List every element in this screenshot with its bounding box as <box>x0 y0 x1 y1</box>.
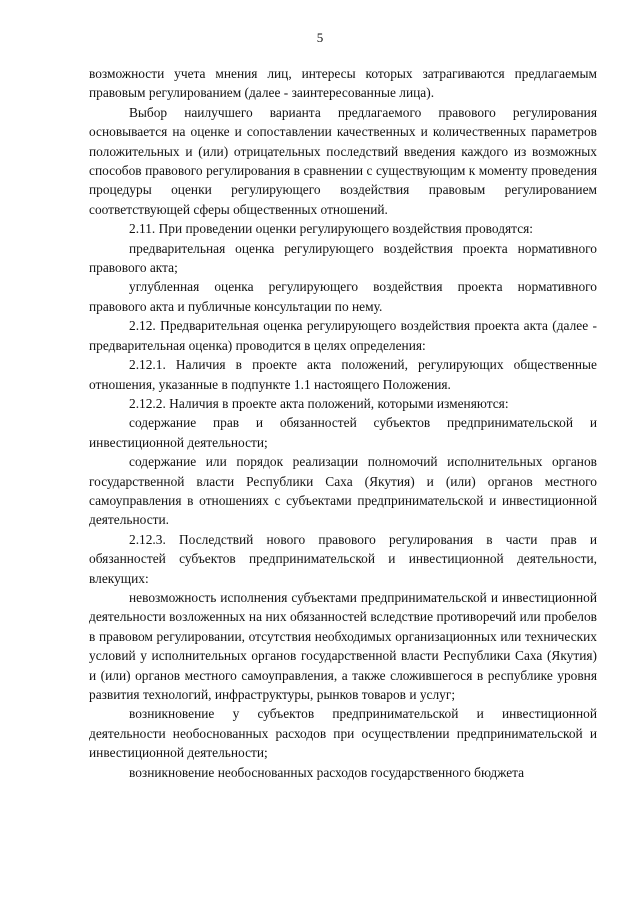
paragraph-unjustified-expenses: возникновение у субъектов предпринимательской и инвестиционной деятельности необоснованных расходов при осуществлении предпринимательской и инвестиционной деятельности; <box>89 706 597 761</box>
document-body <box>89 64 597 782</box>
paragraph-in-depth-assessment: углубленная оценка регулирующего воздействия проекта нормативного правового акта и публичные консультации по нему. <box>89 279 597 314</box>
paragraph-budget-expenses: возникновение необоснованных расходов государственного бюджета <box>129 764 525 780</box>
paragraph-2-12: 2.12. Предварительная оценка регулирующего воздействия проекта акта (далее - предварительная оценка) проводится в целях определения: <box>89 318 597 353</box>
paragraph-impossibility: невозможность исполнения субъектами предпринимательской и инвестиционной деятельности возложенных на них обязанностей вследствие противоречий или пробелов в правовом регулировании, отсутствия необходимых организационных или технических условий у исполнительных органов государственной власти Республики Саха (Якутия) и (или) органов местного самоуправления, а также сложившегося в республике уровня развития технологий, инфраструктуры, рынков товаров и услуг; <box>89 589 597 702</box>
paragraph-preliminary-assessment: предварительная оценка регулирующего воздействия проекта нормативного правового акта; <box>89 240 597 276</box>
paragraph-continuation: возможности учета мнения лиц, интересы которых затрагиваются предлагаемым правовым регулированием (далее - заинтересованные лица). <box>89 66 597 101</box>
paragraph-2-12-1: 2.12.1. Наличия в проекте акта положений, регулирующих общественные отношения, указанные в подпункте 1.1 настоящего Положения. <box>89 357 597 392</box>
paragraph-rights-content: содержание прав и обязанностей субъектов предпринимательской и инвестиционной деятельности; <box>89 415 597 450</box>
paragraph-2-11: 2.11. При проведении оценки регулирующего воздействия проводятся: <box>129 221 534 237</box>
paragraph-2-12-3: 2.12.3. Последствий нового правового регулирования в части прав и обязанностей субъектов предпринимательской и инвестиционной деятельности, влекущих: <box>89 531 597 586</box>
page-number: 5 <box>316 30 324 45</box>
paragraph-2-12-2: 2.12.2. Наличия в проекте акта положений, которыми изменяются: <box>129 395 509 411</box>
paragraph-choice-of-option: Выбор наилучшего варианта предлагаемого правового регулирования основывается на оценке и сопоставлении качественных и количественных параметров положительных и (или) отрицательных последствий введения каждого из возможных способов правового регулирования в сравнении с существующим к моменту проведения процедуры оценки регулирующего воздействия правовым регулированием соответствующей сферы общественных отношений. <box>89 104 597 217</box>
paragraph-powers-content: содержание или порядок реализации полномочий исполнительных органов государственной власти Республики Саха (Якутия) и (или) органов местного самоуправления в отношениях с субъектами предпринимательской и инвестиционной деятельности. <box>89 454 597 528</box>
